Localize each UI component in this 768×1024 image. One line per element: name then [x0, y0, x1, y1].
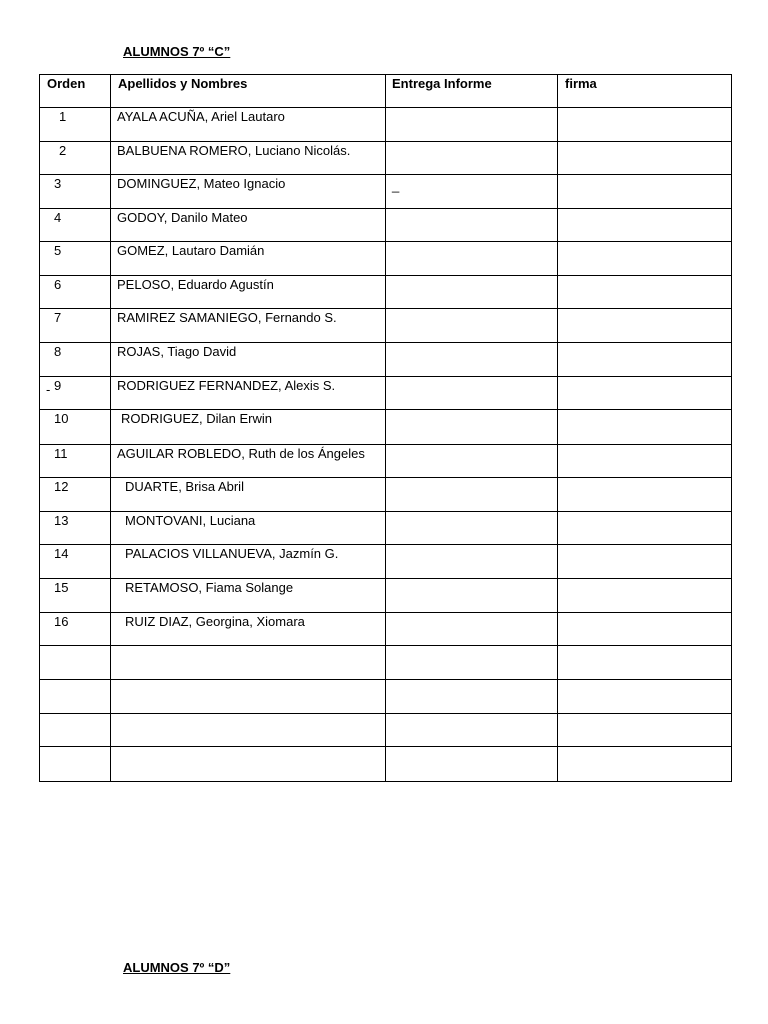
- section-title-7d: ALUMNOS 7º “D”: [123, 960, 231, 975]
- table-row: [40, 445, 732, 478]
- table-row: [40, 512, 732, 545]
- cell-firma[interactable]: [558, 377, 732, 410]
- cell-nombre: PELOSO, Eduardo Agustín: [111, 276, 386, 309]
- cell-orden: 1: [40, 108, 111, 142]
- header-nombre: Apellidos y Nombres: [111, 75, 386, 108]
- cell-entrega[interactable]: [386, 309, 558, 343]
- cell-entrega[interactable]: [386, 410, 558, 445]
- student-roster-table: [39, 74, 732, 782]
- table-row: [40, 175, 732, 209]
- cell-entrega[interactable]: [386, 646, 558, 680]
- cell-entrega[interactable]: [386, 377, 558, 410]
- cell-nombre[interactable]: [111, 714, 386, 747]
- cell-nombre[interactable]: [111, 646, 386, 680]
- table-row: [40, 309, 732, 343]
- cell-firma[interactable]: [558, 209, 732, 242]
- cell-orden: 11: [40, 445, 111, 478]
- cell-nombre: AGUILAR ROBLEDO, Ruth de los Ángeles: [111, 445, 386, 478]
- cell-firma[interactable]: [558, 445, 732, 478]
- cell-firma[interactable]: [558, 108, 732, 142]
- cell-orden: 6: [40, 276, 111, 309]
- cell-nombre: BALBUENA ROMERO, Luciano Nicolás.: [111, 142, 386, 175]
- cell-orden: 14: [40, 545, 111, 579]
- cell-orden: 10: [40, 410, 111, 445]
- header-firma: firma: [558, 75, 732, 108]
- table-row: [40, 343, 732, 377]
- header-entrega: Entrega Informe: [386, 75, 558, 108]
- cell-nombre: AYALA ACUÑA, Ariel Lautaro: [111, 108, 386, 142]
- cell-firma[interactable]: [558, 309, 732, 343]
- cell-firma[interactable]: [558, 410, 732, 445]
- cell-orden: 4: [40, 209, 111, 242]
- cell-orden[interactable]: [40, 714, 111, 747]
- cell-orden[interactable]: [40, 747, 111, 782]
- cell-orden: 13: [40, 512, 111, 545]
- table-header-row: [40, 75, 732, 108]
- cell-firma[interactable]: [558, 478, 732, 512]
- table-row: [40, 276, 732, 309]
- header-orden: Orden: [40, 75, 111, 108]
- cell-orden: 8: [40, 343, 111, 377]
- cell-orden: 2: [40, 142, 111, 175]
- cell-firma[interactable]: [558, 680, 732, 714]
- table-row: [40, 680, 732, 714]
- table-row: [40, 579, 732, 613]
- cell-orden: 3: [40, 175, 111, 209]
- cell-nombre: RODRIGUEZ, Dilan Erwin: [111, 410, 386, 445]
- cell-orden: 15: [40, 579, 111, 613]
- cell-entrega[interactable]: [386, 276, 558, 309]
- cell-entrega[interactable]: [386, 714, 558, 747]
- table-row: [40, 747, 732, 782]
- table-row: [40, 410, 732, 445]
- cell-nombre: RUIZ DIAZ, Georgina, Xiomara: [111, 613, 386, 646]
- table-row: [40, 646, 732, 680]
- cell-firma[interactable]: [558, 175, 732, 209]
- cell-orden: - 9: [40, 377, 111, 410]
- cell-orden: 5: [40, 242, 111, 276]
- cell-orden[interactable]: [40, 680, 111, 714]
- cell-entrega[interactable]: [386, 142, 558, 175]
- cell-entrega[interactable]: [386, 680, 558, 714]
- cell-nombre: RODRIGUEZ FERNANDEZ, Alexis S.: [111, 377, 386, 410]
- cell-firma[interactable]: [558, 343, 732, 377]
- cell-entrega[interactable]: [386, 343, 558, 377]
- cell-firma[interactable]: [558, 579, 732, 613]
- cell-nombre: GOMEZ, Lautaro Damián: [111, 242, 386, 276]
- cell-orden: 12: [40, 478, 111, 512]
- cell-nombre: ROJAS, Tiago David: [111, 343, 386, 377]
- table-row: [40, 142, 732, 175]
- cell-firma[interactable]: [558, 613, 732, 646]
- cell-orden[interactable]: [40, 646, 111, 680]
- table-row: [40, 545, 732, 579]
- cell-entrega[interactable]: [386, 512, 558, 545]
- cell-entrega[interactable]: [386, 108, 558, 142]
- table-row: [40, 242, 732, 276]
- section-title-7c: ALUMNOS 7º “C”: [123, 44, 231, 59]
- table-row: [40, 377, 732, 410]
- cell-entrega[interactable]: [386, 579, 558, 613]
- table-row: [40, 478, 732, 512]
- cell-firma[interactable]: [558, 747, 732, 782]
- cell-entrega[interactable]: [386, 613, 558, 646]
- cell-entrega[interactable]: [386, 242, 558, 276]
- table-row: [40, 613, 732, 646]
- cell-nombre: GODOY, Danilo Mateo: [111, 209, 386, 242]
- cell-nombre: RETAMOSO, Fiama Solange: [111, 579, 386, 613]
- cell-firma[interactable]: [558, 545, 732, 579]
- cell-nombre: PALACIOS VILLANUEVA, Jazmín G.: [111, 545, 386, 579]
- cell-entrega[interactable]: [386, 478, 558, 512]
- cell-firma[interactable]: [558, 646, 732, 680]
- orden-mark: -: [46, 382, 51, 397]
- table-row: [40, 714, 732, 747]
- cell-nombre[interactable]: [111, 680, 386, 714]
- cell-nombre: RAMIREZ SAMANIEGO, Fernando S.: [111, 309, 386, 343]
- cell-orden: 7: [40, 309, 111, 343]
- cell-orden: 16: [40, 613, 111, 646]
- cell-entrega[interactable]: [386, 747, 558, 782]
- cell-entrega[interactable]: [386, 209, 558, 242]
- cell-entrega[interactable]: [386, 445, 558, 478]
- table-row: [40, 209, 732, 242]
- cell-firma[interactable]: [558, 512, 732, 545]
- entrega-mark: _: [392, 178, 400, 193]
- cell-nombre: MONTOVANI, Luciana: [111, 512, 386, 545]
- cell-entrega[interactable]: [386, 545, 558, 579]
- cell-nombre: DUARTE, Brisa Abril: [111, 478, 386, 512]
- table-row: [40, 108, 732, 142]
- cell-nombre: DOMINGUEZ, Mateo Ignacio: [111, 175, 386, 209]
- cell-firma[interactable]: [558, 276, 732, 309]
- cell-firma[interactable]: [558, 242, 732, 276]
- cell-firma[interactable]: [558, 714, 732, 747]
- cell-firma[interactable]: [558, 142, 732, 175]
- cell-entrega[interactable]: [386, 175, 558, 209]
- cell-nombre[interactable]: [111, 747, 386, 782]
